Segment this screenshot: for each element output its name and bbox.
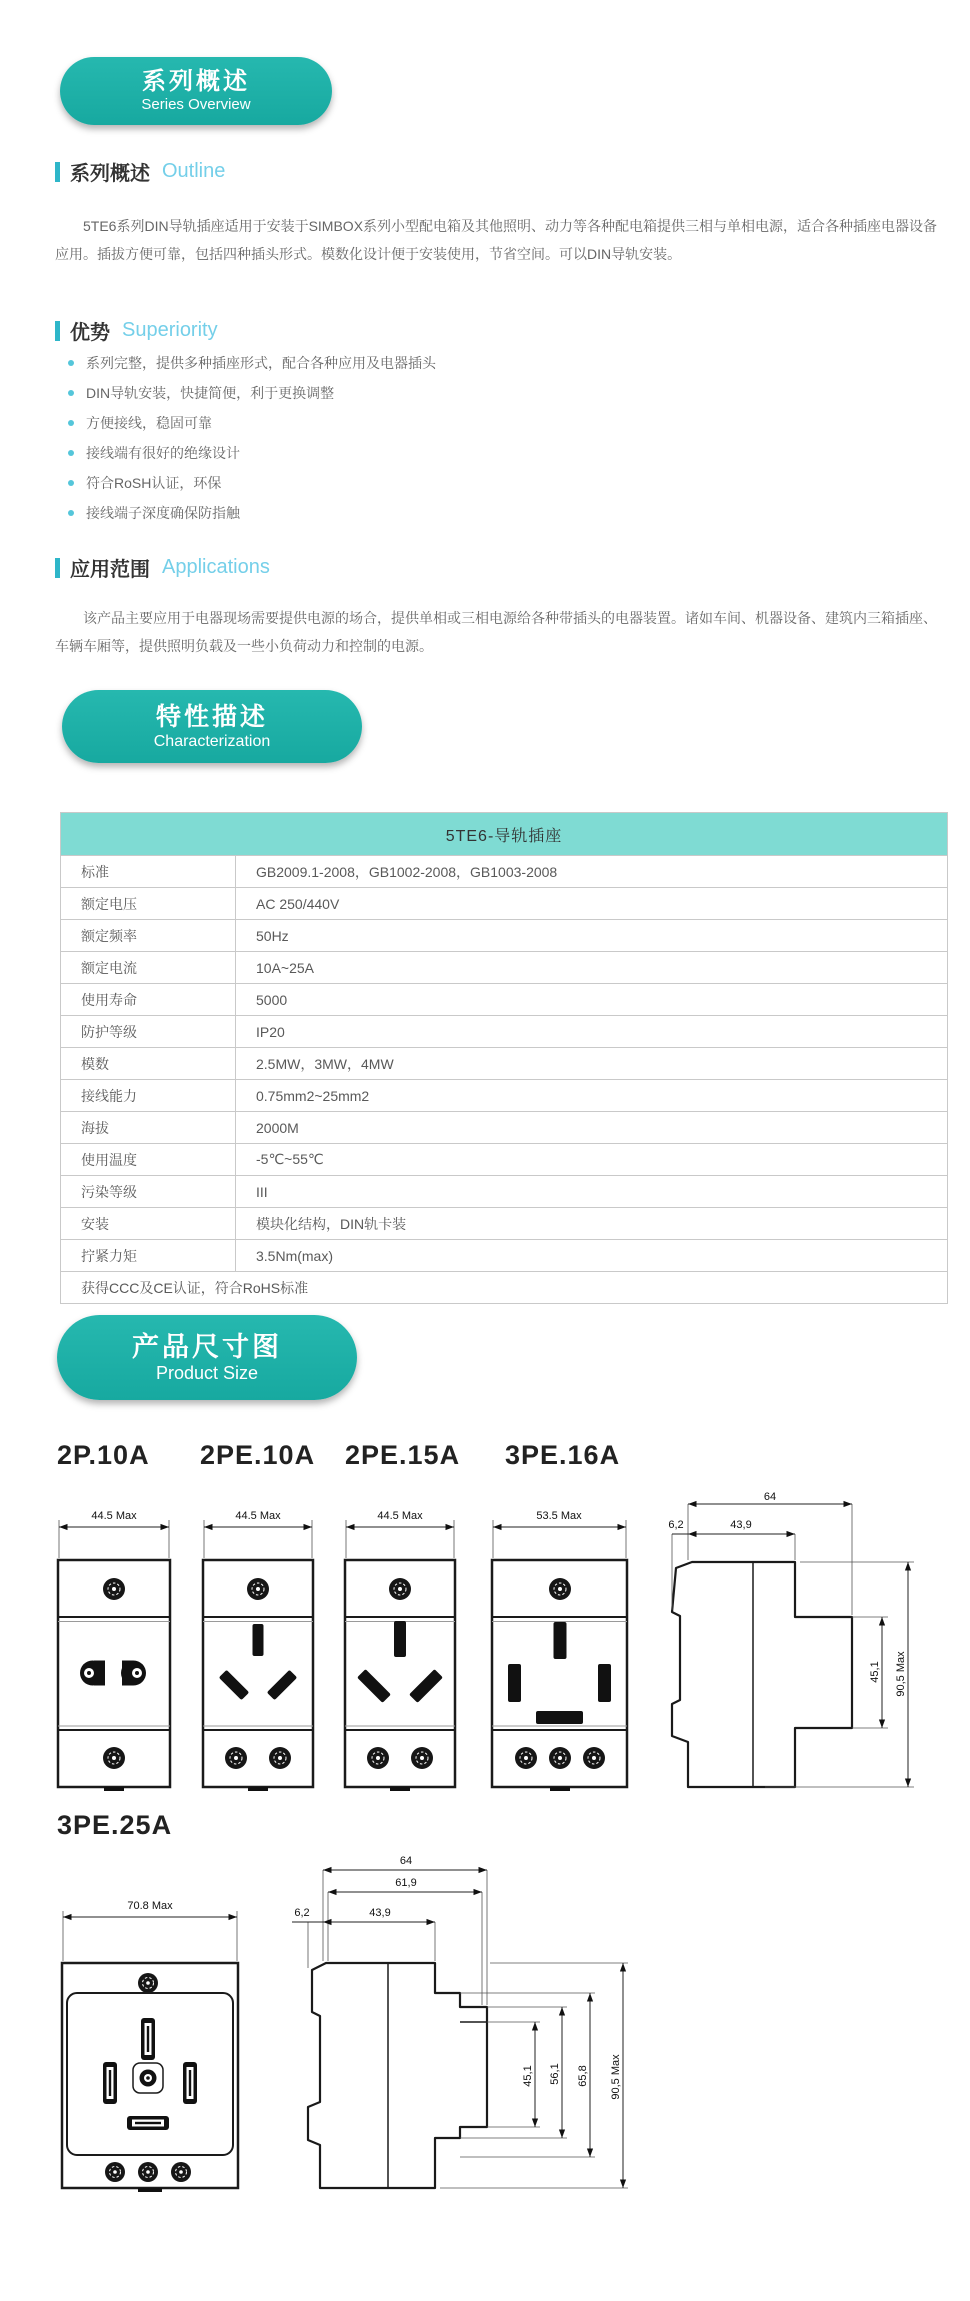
superiority-item: 方便接线，稳固可靠	[62, 408, 436, 438]
banner-title-en: Characterization	[153, 732, 271, 750]
spec-row	[61, 1112, 948, 1144]
model-label-3pe16a: 3PE.16A	[505, 1440, 621, 1470]
dim-side2-body-depth: 61,9	[395, 1877, 417, 1889]
dimension-drawing-row2	[40, 1850, 660, 2301]
spec-label: 使用温度	[61, 1144, 236, 1176]
spec-value: -5℃~55℃	[236, 1144, 948, 1176]
model-label-2pe15a: 2PE.15A	[345, 1440, 461, 1470]
spec-footer-row	[61, 1272, 948, 1304]
front-view-2p10a	[58, 1510, 170, 1791]
heading-en: Applications	[162, 556, 270, 578]
banner-title-zh: 特性描述	[155, 702, 268, 731]
side-view-row1	[668, 1491, 914, 1787]
spec-label: 额定频率	[61, 920, 236, 952]
heading-zh: 系列概述	[70, 163, 150, 185]
dim-side2-depth: 64	[399, 1855, 413, 1867]
spec-row	[61, 1016, 948, 1048]
spec-value: 0.75mm2~25mm2	[236, 1080, 948, 1112]
spec-label: 污染等级	[61, 1176, 236, 1208]
superiority-item: DIN导轨安装，快捷简便，利于更换调整	[62, 378, 436, 408]
banner-title-en: Series Overview	[141, 96, 251, 114]
banner-title-en: Product Size	[155, 1362, 259, 1383]
dim-side2-v3: 65,8	[577, 2065, 589, 2087]
section-heading-applications	[55, 553, 270, 582]
dim-side1-clip: 6,2	[668, 1519, 684, 1531]
spec-value: IP20	[236, 1016, 948, 1048]
side-view-row2	[292, 1855, 628, 2188]
superiority-item: 符合RoSH认证，环保	[62, 468, 436, 498]
front-view-3pe16a	[492, 1510, 627, 1791]
front-view-2pe10a	[203, 1510, 313, 1791]
outline-paragraph: 5TE6系列DIN导轨插座适用于安装于SIMBOX系列小型配电箱及其他照明、动力等各种配电箱提供三相与单相电源，适合各种插座电器设备应用。插拔方便可靠，包括四种插头形式。模数化设计便于安装使用，节省空间。可以DIN导轨安装。	[55, 218, 938, 262]
banner-title-zh: 产品尺寸图	[132, 1331, 282, 1362]
spec-label: 额定电压	[61, 888, 236, 920]
heading-bar	[55, 162, 60, 182]
model-label-3pe25a: 3PE.25A	[57, 1810, 173, 1840]
spec-table-title: 5TE6-导轨插座	[61, 813, 948, 856]
heading-en: Outline	[162, 160, 226, 182]
dim-side2-v2: 56,1	[549, 2063, 561, 2085]
spec-row	[61, 952, 948, 984]
dim-side1-face: 45,1	[869, 1661, 881, 1683]
spec-label: 接线能力	[61, 1080, 236, 1112]
spec-row	[61, 1208, 948, 1240]
heading-bar	[55, 321, 60, 341]
product-size-banner	[57, 1315, 357, 1400]
section-heading-outline	[55, 157, 225, 186]
spec-value: III	[236, 1176, 948, 1208]
spec-label: 海拔	[61, 1112, 236, 1144]
heading-bar	[55, 558, 60, 578]
spec-footer-text: 获得CCC及CE认证，符合RoHS标准	[61, 1272, 948, 1304]
dim-side2-v1: 45,1	[522, 2065, 534, 2087]
dim-side1-body: 43,9	[730, 1519, 752, 1531]
spec-value: 2000M	[236, 1112, 948, 1144]
spec-row	[61, 856, 948, 888]
dim-side1-height: 90,5 Max	[895, 1651, 907, 1697]
spec-row	[61, 1080, 948, 1112]
model-label-2p10a: 2P.10A	[57, 1440, 150, 1470]
heading-zh: 优势	[70, 322, 110, 344]
dim-socket1-width: 44.5 Max	[91, 1510, 137, 1522]
spec-label: 安装	[61, 1208, 236, 1240]
spec-row	[61, 920, 948, 952]
applications-paragraph: 该产品主要应用于电器现场需要提供电源的场合，提供单相或三相电源给各种带插头的电器装置。诸如车间、机器设备、建筑内三箱插座、车辆车厢等，提供照明负载及一些小负荷动力和控制的电源。	[55, 610, 937, 654]
section-heading-superiority	[55, 316, 218, 345]
spec-value: GB2009.1-2008，GB1002-2008，GB1003-2008	[236, 856, 948, 888]
spec-row	[61, 984, 948, 1016]
spec-row	[61, 1144, 948, 1176]
superiority-item: 接线端子深度确保防指触	[62, 498, 436, 528]
dim-socket2-width: 44.5 Max	[235, 1510, 281, 1522]
dim-socket4-width: 53.5 Max	[536, 1510, 582, 1522]
heading-zh: 应用范围	[70, 559, 150, 581]
spec-value: 模块化结构，DIN轨卡装	[236, 1208, 948, 1240]
spec-label: 防护等级	[61, 1016, 236, 1048]
spec-value: 10A~25A	[236, 952, 948, 984]
front-view-2pe15a	[345, 1510, 455, 1791]
spec-row	[61, 1176, 948, 1208]
dim-socket3-width: 44.5 Max	[377, 1510, 423, 1522]
superiority-list	[62, 348, 436, 528]
dimension-drawing-row1	[40, 1490, 940, 1810]
spec-label: 标准	[61, 856, 236, 888]
spec-row	[61, 888, 948, 920]
spec-value: 3.5Nm(max)	[236, 1240, 948, 1272]
spec-value: 2.5MW，3MW，4MW	[236, 1048, 948, 1080]
spec-label: 模数	[61, 1048, 236, 1080]
superiority-item: 接线端有很好的绝缘设计	[62, 438, 436, 468]
spec-table	[60, 812, 948, 1304]
spec-value: 50Hz	[236, 920, 948, 952]
spec-value: 5000	[236, 984, 948, 1016]
series-overview-banner	[60, 57, 332, 125]
spec-row	[61, 1240, 948, 1272]
dim-side2-body: 43,9	[369, 1907, 391, 1919]
banner-title-zh: 系列概述	[142, 68, 250, 96]
heading-en: Superiority	[122, 319, 218, 341]
dim-side2-clip: 6,2	[294, 1907, 310, 1919]
characterization-banner	[62, 690, 362, 763]
spec-label: 拧紧力矩	[61, 1240, 236, 1272]
spec-label: 额定电流	[61, 952, 236, 984]
spec-label: 使用寿命	[61, 984, 236, 1016]
spec-row	[61, 1048, 948, 1080]
dim-side1-depth: 64	[763, 1491, 777, 1503]
dim-side2-height: 90,5 Max	[610, 2054, 622, 2100]
superiority-item: 系列完整，提供多种插座形式，配合各种应用及电器插头	[62, 348, 436, 378]
spec-value: AC 250/440V	[236, 888, 948, 920]
front-view-3pe25a	[62, 1900, 238, 2192]
model-label-2pe10a: 2PE.10A	[200, 1440, 316, 1470]
dim-front2-width: 70.8 Max	[127, 1900, 173, 1912]
